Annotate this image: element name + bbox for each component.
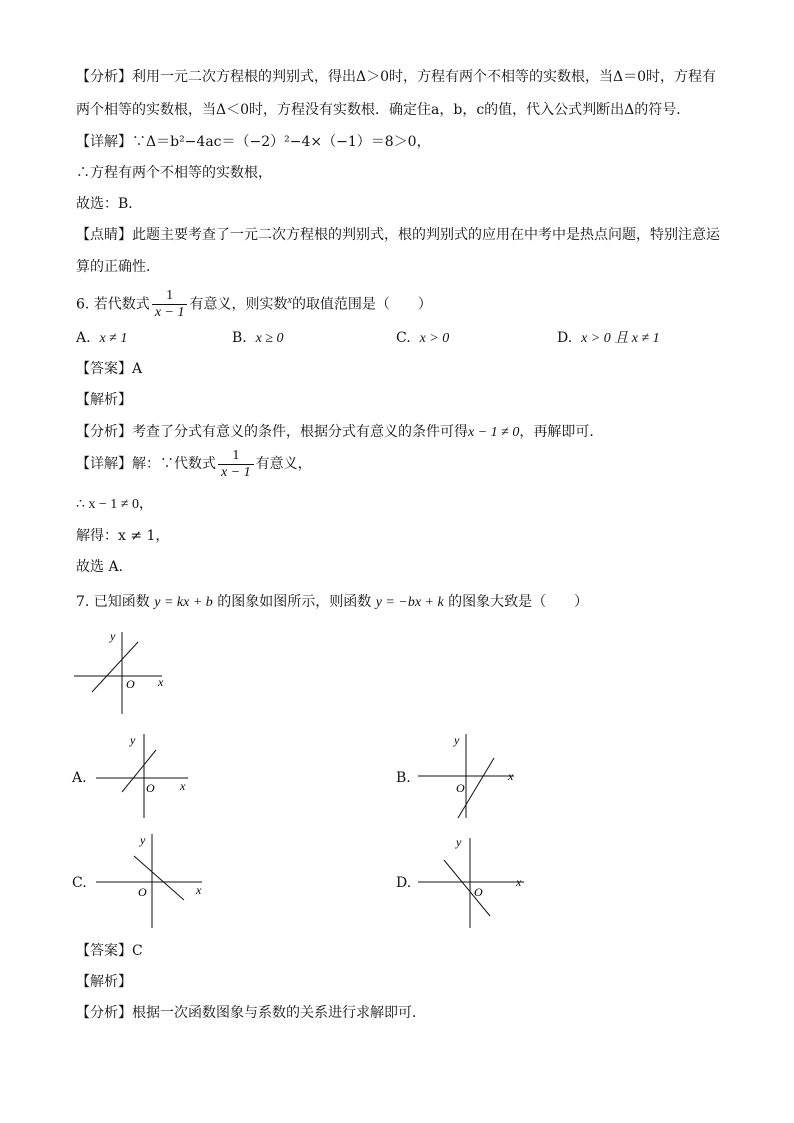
q5-analysis-line1: 【分析】利用一元二次方程根的判别式，得出Δ＞0时，方程有两个不相等的实数根，当Δ＝0时，方程有 [76,69,717,85]
q7-stem-pre: 7. 已知函数 [76,594,150,610]
q7-given-graph [70,628,180,718]
x-label: x [516,875,522,889]
y-label: y [456,835,462,849]
y-label: y [110,629,116,643]
option-letter: B. [232,330,247,346]
q7-option-a-graph [92,730,202,820]
fraction-numerator: 1 [218,448,254,465]
q6-jiexi: 【解析】 [76,392,132,408]
q6-stem-fraction [152,288,188,321]
q5-detail-line2: ∴方程有两个不相等的实数根， [76,165,272,181]
option-letter: D. [557,330,573,346]
q6-therefore: ∴ x − 1 ≠ 0， [76,497,153,512]
q6-detail-fraction [218,448,254,481]
q7-answer: 【答案】C [76,943,143,959]
q7-function-1: y = kx + b [154,595,213,610]
q6-analysis [76,423,603,442]
q5-comment-line1: 【点睛】此题主要考查了一元二次方程根的判别式，根的判别式的应用在中考中是热点问题，特别注意运 [76,227,720,243]
x-label: x [508,769,514,783]
q6-detail [76,447,312,481]
y-label: y [454,733,460,747]
x-label: x [196,883,202,897]
q7-option-b-label: B. [396,770,411,786]
q6-option-b [232,329,284,348]
detail-text: 【详解】解：∵代数式 [76,456,216,472]
q6-stem [76,284,432,322]
q5-comment-line2: 算的正确性． [76,259,160,275]
q7-analysis: 【分析】根据一次函数图象与系数的关系进行求解即可． [76,1005,426,1021]
option-letter: C. [396,330,411,346]
q7-function-2: y = −bx + k [375,595,444,610]
origin-label: O [456,781,465,795]
q7-stem-mid: 的图象如图所示，则函数 [217,594,372,610]
fraction-numerator: 1 [152,288,188,305]
q5-choose: 故选：B． [76,196,143,212]
q6-option-c [396,329,449,348]
q5-detail-line1: 【详解】∵Δ＝b²−4ac＝（−2）²−4×（−1）＝8＞0， [76,134,431,150]
option-letter: A. [76,330,91,346]
origin-label: O [126,677,135,691]
origin-label: O [138,885,147,899]
q7-option-c-label: C. [72,875,87,891]
q7-jiexi: 【解析】 [76,974,132,990]
analysis-text-end: ，再解即可． [519,424,604,440]
q7-option-a-label: A. [72,770,87,786]
analysis-text: 【分析】考查了分式有意义的条件，根据分式有意义的条件可得 [76,424,468,440]
option-expr: x > 0 且 x ≠ 1 [581,331,660,346]
q6-solve: 解得：x ≠ 1， [76,528,170,544]
option-expr: x ≥ 0 [255,331,284,346]
detail-text-end: 有意义， [255,456,312,472]
q6-option-d [557,329,660,348]
x-label: x [180,779,186,793]
origin-label: O [474,885,483,899]
x-label: x [158,675,164,689]
option-expr: x > 0 [419,331,450,346]
q6-option-a [76,329,127,348]
fraction-denominator: x − 1 [154,305,185,321]
function-line [444,860,490,916]
given-graph-svg [70,628,180,718]
y-label: y [130,733,136,747]
option-expr: x ≠ 1 [99,331,128,346]
analysis-expr: x − 1 ≠ 0 [468,425,520,440]
q6-stem-pre: 6. 若代数式 [76,296,150,313]
q6-stem-post-a: 有意义，则实数 [189,296,288,313]
q6-stem-var: x [287,295,292,306]
q7-option-d-graph [414,834,534,930]
q5-analysis-line2: 两个相等的实数根，当Δ＜0时，方程没有实数根．确定住a，b，c的值，代入公式判断出Δ的符号． [76,102,691,118]
q7-stem [76,593,588,612]
q6-answer: 【答案】A [76,361,143,377]
q7-option-b-graph [414,730,524,820]
fraction-denominator: x − 1 [221,464,251,480]
q7-option-d-label: D. [396,875,412,891]
y-label: y [140,833,146,847]
q6-stem-post-b: 的取值范围是（ ） [291,296,432,313]
q7-option-c-graph [92,830,212,930]
origin-label: O [146,781,155,795]
q6-choose: 故选 A. [76,559,124,575]
q7-stem-post: 的图象大致是（ ） [448,594,589,610]
